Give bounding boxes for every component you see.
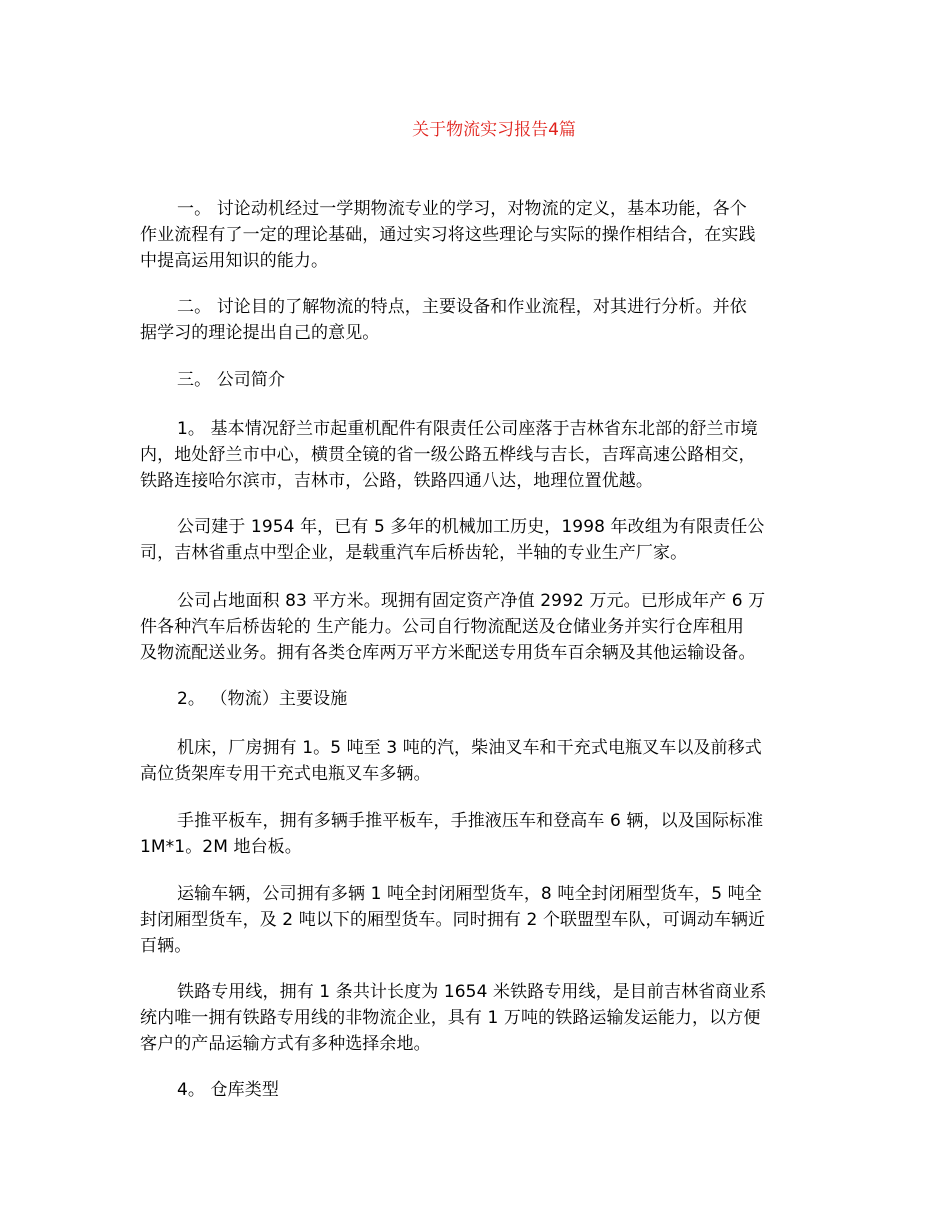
paragraph xyxy=(140,196,820,274)
paragraph-line: 据学习的理论提出自己的意见。 xyxy=(140,323,380,343)
paragraph xyxy=(140,416,820,494)
document-title: 关于物流实习报告4篇 xyxy=(412,120,576,140)
paragraph-line: 统内唯一拥有铁路专用线的非物流企业，具有 1 万吨的铁路运输发运能力，以方便 xyxy=(140,1008,761,1028)
paragraph-line: 公司占地面积 83 平方米。现拥有固定资产净值 2992 万元。已形成年产 6 万 xyxy=(177,591,766,611)
paragraph-line: 4。 仓库类型 xyxy=(177,1080,279,1100)
paragraph xyxy=(140,979,820,1057)
paragraph xyxy=(140,367,820,393)
paragraph-line: 高位货架库专用干充式电瓶叉车多辆。 xyxy=(140,764,431,784)
paragraph xyxy=(140,686,820,712)
paragraph-line: 一。 讨论动机经过一学期物流专业的学习，对物流的定义，基本功能，各个 xyxy=(177,199,747,219)
paragraph-line: 手推平板车，拥有多辆手推平板车，手推液压车和登高车 6 辆，以及国际标准 xyxy=(177,811,764,831)
paragraph-line: 封闭厢型货车，及 2 吨以下的厢型货车。同时拥有 2 个联盟型车队，可调动车辆近 xyxy=(140,910,766,930)
paragraph xyxy=(140,514,820,566)
paragraph-line: 客户的产品运输方式有多种选择余地。 xyxy=(140,1034,431,1054)
paragraph xyxy=(140,881,820,959)
paragraph-line: 1。 基本情况舒兰市起重机配件有限责任公司座落于吉林省东北部的舒兰市境 xyxy=(177,419,758,439)
paragraph-line: 公司建于 1954 年，已有 5 多年的机械加工历史，1998 年改组为有限责任公 xyxy=(177,517,765,537)
paragraph-line: 二。 讨论目的了解物流的特点，主要设备和作业流程，对其进行分析。并依 xyxy=(177,297,747,317)
paragraph-line: 1M*1。2M 地台板。 xyxy=(140,837,302,857)
paragraph-line: 司，吉林省重点中型企业，是载重汽车后桥齿轮，半轴的专业生产厂家。 xyxy=(140,543,688,563)
paragraph-line: 机床，厂房拥有 1。5 吨至 3 吨的汽，柴油叉车和干充式电瓶叉车以及前移式 xyxy=(177,738,762,758)
paragraph-line: 作业流程有了一定的理论基础，通过实习将这些理论与实际的操作相结合，在实践 xyxy=(140,225,756,245)
paragraph xyxy=(140,588,820,666)
paragraph xyxy=(140,1077,820,1103)
paragraph-line: 铁路专用线，拥有 1 条共计长度为 1654 米铁路专用线，是目前吉林省商业系 xyxy=(177,982,767,1002)
paragraph-line: 三。 公司简介 xyxy=(177,370,286,390)
paragraph xyxy=(140,808,820,860)
paragraph-line: 运输车辆，公司拥有多辆 1 吨全封闭厢型货车，8 吨全封闭厢型货车，5 吨全 xyxy=(177,884,762,904)
paragraph-line: 件各种汽车后桥齿轮的 生产能力。公司自行物流配送及仓储业务并实行仓库租用 xyxy=(140,617,745,637)
paragraph-line: 百辆。 xyxy=(140,936,192,956)
paragraph-line: 中提高运用知识的能力。 xyxy=(140,251,329,271)
paragraph xyxy=(140,294,820,346)
paragraph-line: 铁路连接哈尔滨市，吉林市，公路，铁路四通八达，地理位置优越。 xyxy=(140,471,653,491)
paragraph-line: 2。 （物流）主要设施 xyxy=(177,689,348,709)
paragraph xyxy=(140,735,820,787)
paragraph-line: 及物流配送业务。拥有各类仓库两万平方米配送专用货车百余辆及其他运输设备。 xyxy=(140,643,756,663)
paragraph-line: 内，地处舒兰市中心，横贯全镜的省一级公路五桦线与吉长，吉珲高速公路相交， xyxy=(140,445,756,465)
